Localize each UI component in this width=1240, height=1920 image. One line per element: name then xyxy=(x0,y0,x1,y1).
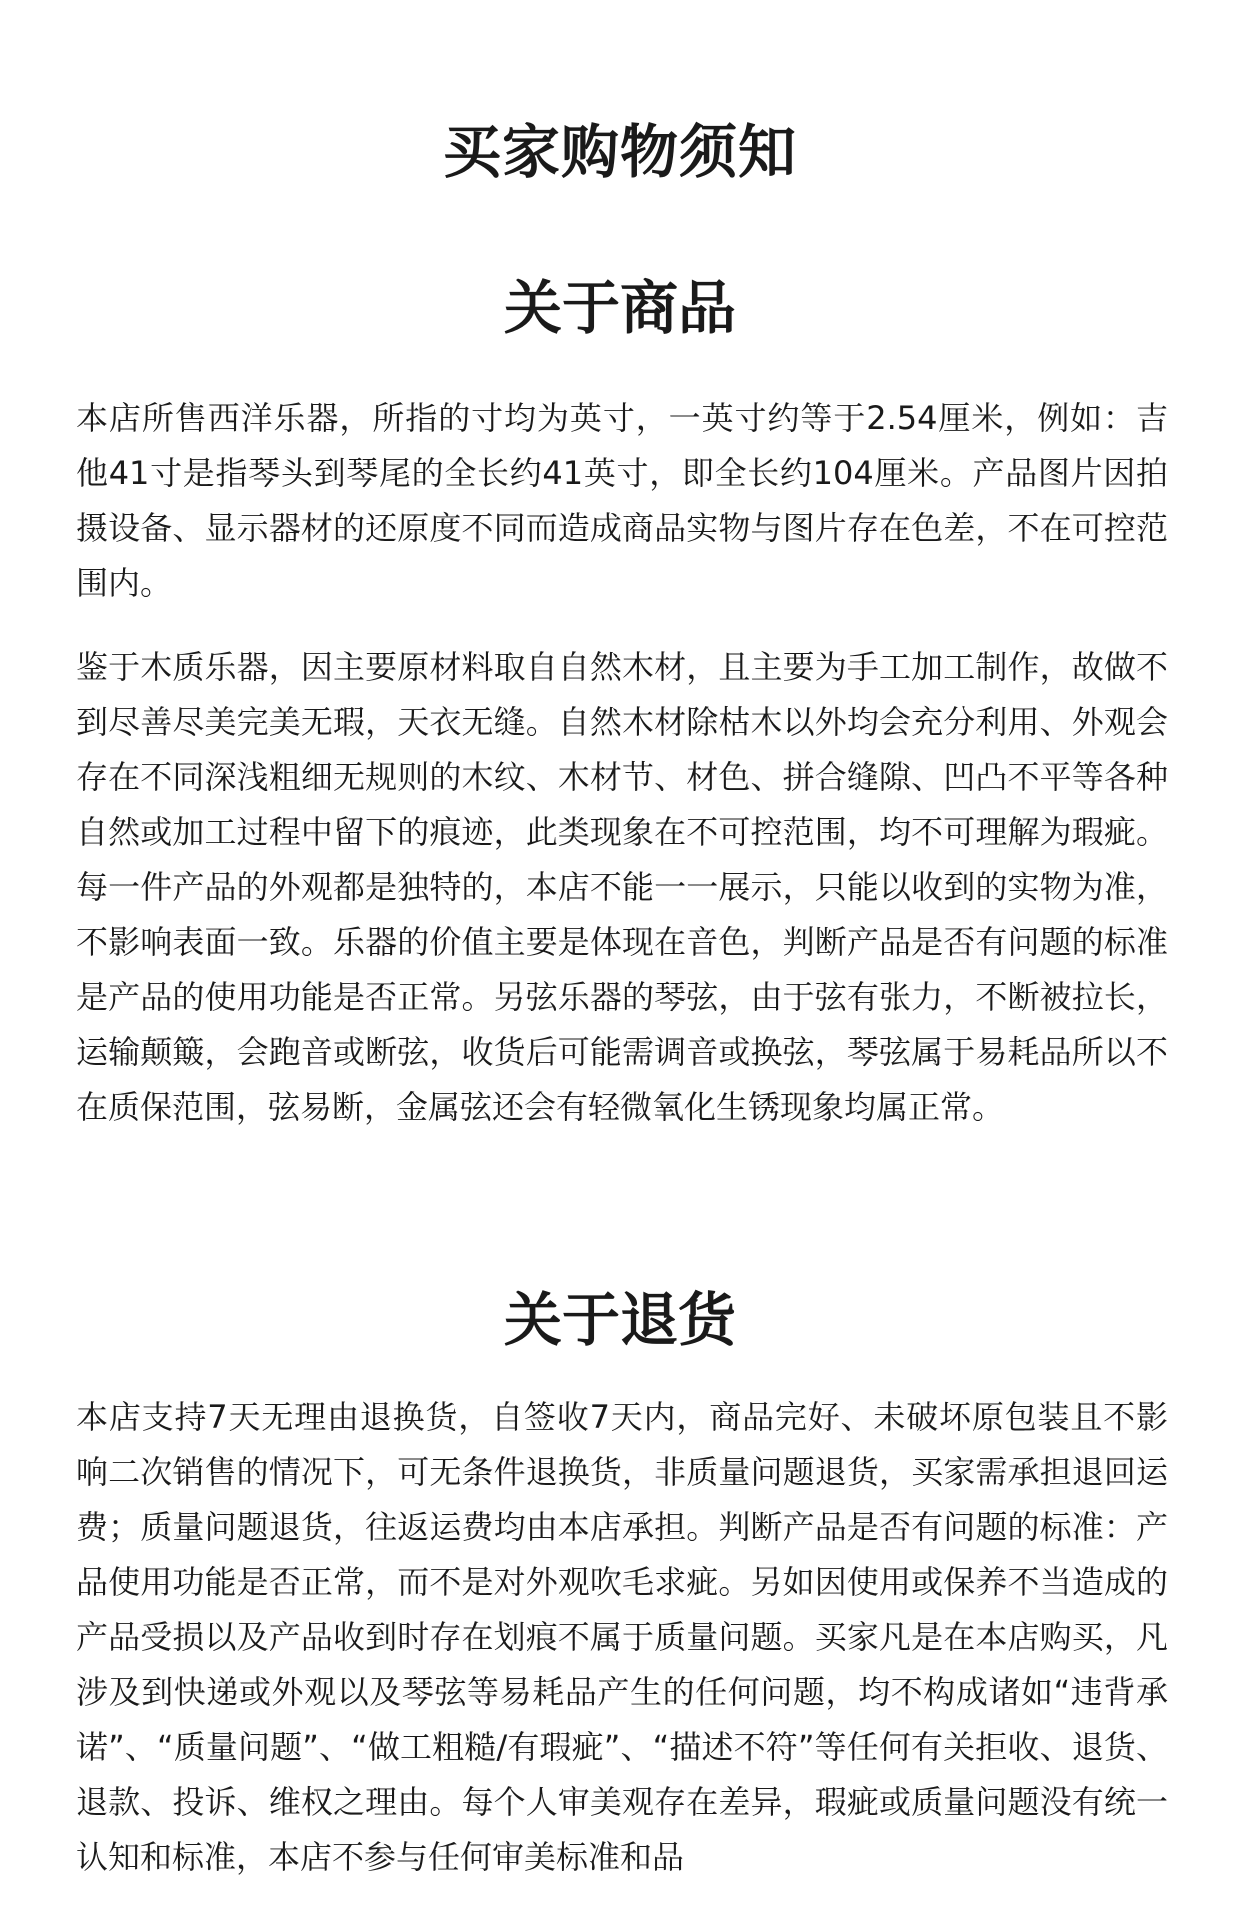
page-title: 买家购物须知 xyxy=(442,118,797,186)
goods-paragraph-size-and-color: 本店所售西洋乐器，所指的寸均为英寸，一英寸约等于2.54厘米，例如：吉他41寸是指琴头到琴尾的全长约41英寸，即全长约104厘米。产品图片因拍摄设备、显示器材的还原度不同而造成商品实物与图片存在色差，不在可控范围内。 xyxy=(76,399,1168,602)
goods-paragraph-wood-material: 鉴于木质乐器，因主要原材料取自自然木材，且主要为手工加工制作，故做不到尽善尽美完美无瑕，天衣无缝。自然木材除枯木以外均会充分利用、外观会存在不同深浅粗细无规则的木纹、木材节、材色、拼合缝隙、凹凸不平等各种自然或加工过程中留下的痕迹，此类现象在不可控范围，均不可理解为瑕疵。每一件产品的外观都是独特的，本店不能一一展示，只能以收到的实物为准，不影响表面一致。乐器的价值主要是体现在音色，判断产品是否有问题的标准是产品的使用功能是否正常。另弦乐器的琴弦，由于弦有张力，不断被拉长，运输颠簸，会跑音或断弦，收货后可能需调音或换弦，琴弦属于易耗品所以不在质保范围，弦易断，金属弦还会有轻微氧化生锈现象均属正常。 xyxy=(76,648,1168,1126)
section-heading-goods: 关于商品 xyxy=(503,274,736,342)
section-heading-returns: 关于退货 xyxy=(503,1286,736,1354)
returns-paragraph-policy: 本店支持7天无理由退换货，自签收7天内，商品完好、未破坏原包装且不影响二次销售的情况下，可无条件退换货，非质量问题退货，买家需承担退回运费；质量问题退货，往返运费均由本店承担。判断产品是否有问题的标准：产品使用功能是否正常，而不是对外观吹毛求疵。另如因使用或保养不当造成的产品受损以及产品收到时存在划痕不属于质量问题。买家凡是在本店购买，凡涉及到快递或外观以及琴弦等易耗品产生的任何问题，均不构成诸如“违背承诺”、“质量问题”、“做工粗糙/有瑕疵”、“描述不符”等任何有关拒收、退货、退款、投诉、维权之理由。每个人审美观存在差异，瑕疵或质量问题没有统一认知和标准，本店不参与任何审美标准和品 xyxy=(76,1398,1168,1876)
